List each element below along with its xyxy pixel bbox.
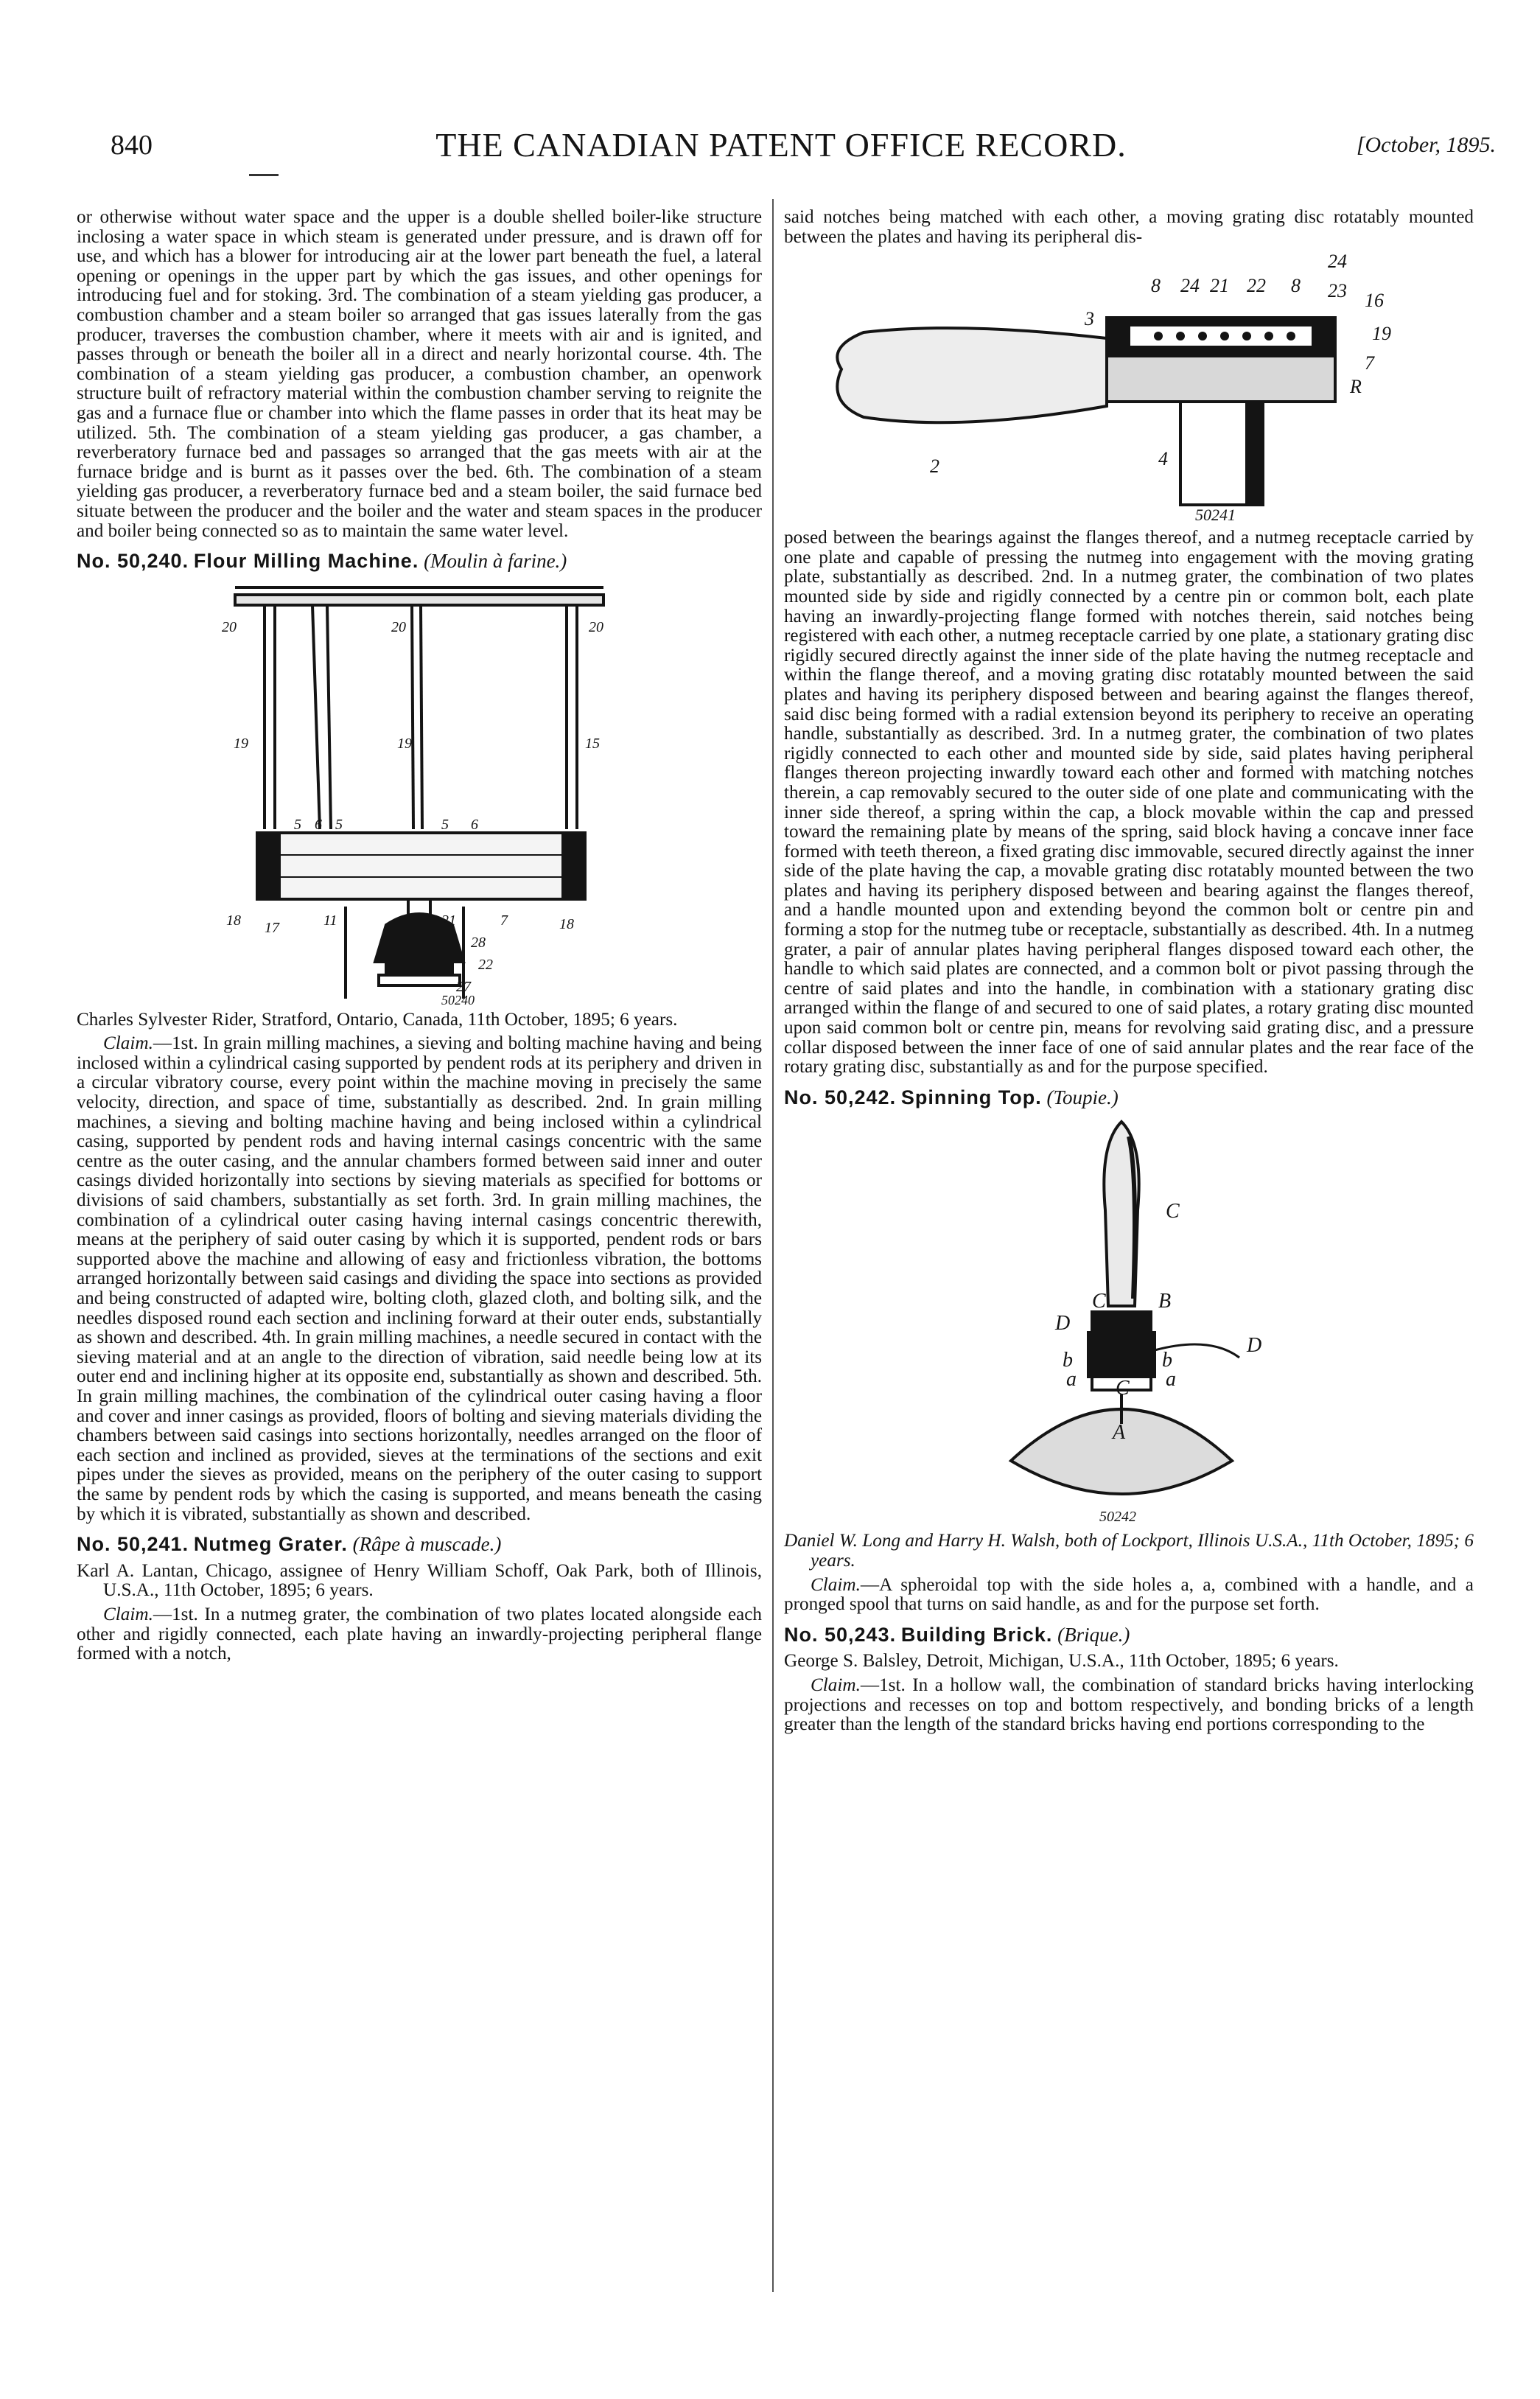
issue-date: [October, 1895.: [1356, 133, 1496, 157]
figure-caption: 50241: [1195, 506, 1236, 525]
claim-label: Claim.: [811, 1574, 861, 1595]
fig-label: D: [1055, 1312, 1071, 1335]
fig-label: 17: [265, 919, 279, 936]
fig-label: 8: [1151, 275, 1161, 297]
patent-heading-50243: [784, 1625, 1474, 1645]
claim-text: —A spheroidal top with the side holes a, a, combined with a handle, and a pronged spool that turns on said handle, as and for the purpose set forth.: [784, 1574, 1474, 1615]
fig-label: 5: [441, 816, 449, 833]
patent-title: Building Brick.: [900, 1623, 1053, 1646]
fig-label: 20: [391, 618, 406, 635]
fig-label: 27: [456, 978, 471, 995]
fig-label: 21: [1210, 275, 1229, 297]
claim-label: Claim.: [103, 1604, 153, 1624]
patent-heading-50242: [784, 1088, 1474, 1108]
fig-label: C: [1092, 1290, 1106, 1313]
fig-label: 19: [234, 735, 248, 752]
continued-claim-text: said notches being matched with each other, a moving grating disc rotatably mounted between the plates and having its peripheral dis-: [784, 207, 1474, 247]
fig-label: a: [1166, 1368, 1176, 1391]
patent-french-title: (Moulin à farine.): [424, 550, 567, 573]
patent-claim: [77, 1605, 762, 1664]
fig-label: 5: [335, 816, 343, 833]
fig-label: R: [1350, 376, 1362, 398]
byline-text: Daniel W. Long and Harry H. Walsh, both of Lockport, Illinois U.S.A., 11th October, 1895; 6 years.: [784, 1531, 1474, 1571]
patent-claim: [784, 1676, 1474, 1735]
fig-label: 28: [471, 934, 486, 951]
patent-number: No. 50,240.: [77, 550, 189, 573]
figure-caption: 50242: [1099, 1509, 1136, 1526]
patent-french-title: (Toupie.): [1046, 1086, 1119, 1108]
intro-paragraph: or otherwise without water space and the upper is a double shelled boiler-like structure inclosing a water space in which steam is generated under pressure, and is drawn off for use, and which has a blower for introducing air at the lower part beneath the fuel, a lateral opening or openings in the upper part by which the gas issues, and other openings for introducing fuel and for stoking. 3rd. The combination of a steam yielding gas producer, a combustion chamber and a steam boiler so arranged that gas issues laterally from the gas producer, traverses the combustion chamber, where it meets with air and is ignited, and passes through or beneath the boiler all in a direct and nearly horizontal course. 4th. The combination of a steam yielding gas producer, a combustion chamber, an openwork structure built of refractory material within the combustion chamber serving to reignite the gas and a furnace flue or chamber into which the flame passes in order that its heat may be utilized. 5th. The combination of a steam yielding gas producer, a gas chamber, a reverberatory furnace bed and passages so arranged that the gas meets with air at the furnace bridge and is burnt as it passes over the bed. 6th. The combination of a steam yielding gas producer, a reverberatory furnace bed and a steam boiler, the said furnace bed situate between the producer and the boiler and the water and steam spaces in the producer and boiler being connected so as to maintain the same water level.: [77, 207, 762, 541]
patent-claim: [77, 1034, 762, 1524]
fig-label: 24: [1180, 275, 1200, 297]
patent-heading-50241: [77, 1534, 762, 1554]
claim-text: —1st. In a nutmeg grater, the combination of two plates located alongside each other and rigidly connected, each plate having an inwardly-projecting peripheral flange formed with a notch,: [77, 1604, 762, 1664]
fig-label: C: [1116, 1377, 1130, 1400]
claim-label: Claim.: [103, 1033, 153, 1054]
patent-byline: Karl A. Lantan, Chicago, assignee of Henry William Schoff, Oak Park, both of Illinois, U.S.A., 11th October, 1895; 6 years.: [77, 1560, 762, 1601]
nutmeg-grater-figure: [812, 251, 1446, 524]
continued-claim-body: posed between the bearings against the flanges thereof, and a nutmeg receptacle carried by one plate and capable of pressing the nutmeg into engagement with the moving grating plate, substantially as described. 2nd. In a nutmeg grater, the combination of two plates mounted side by side and rigidly connected by a centre pin or common bolt, each plate having an inwardly-projecting flange formed with notches therein, said notches being registered with each other, a nutmeg receptacle carried by one plate, a stationary grating disc rigidly secured directly against the inner side of the plate having the nutmeg receptacle and within the flange thereof, and a moving grating disc rotatably mounted between the said plates and having its periphery disposed between and bearing against the flanges thereof, said disc being formed with a radial extension beyond its periphery to receive an operating handle, substantially as described. 3rd. In a nutmeg grater, the combination of two plates rigidly connected to each other and mounted side by side, said plates having peripheral flanges thereon projecting inwardly toward each other and formed with matching notches therein, a cap removably secured to the outer side of one plate and communicating with the inner side thereof, a spring within the cap, a block movable within the cap and pressed toward the remaining plate by means of the spring, said block having a concave inner face formed with teeth thereon, a fixed grating disc immovable, secured directly against the inner side of the plate having the cap, a movable grating disc rotatably mounted between the two plates and having its periphery disposed between and bearing against the flanges thereof, and a handle mounted upon and extending beyond the common bolt or centre pin and forming a stop for the nutmeg tube or receptacle, substantially as described. 4th. In a nutmeg grater, a pair of annular plates having peripheral flanges disposed toward each other, the handle to which said plates are connected, and a common bolt or pivot passing through the centre of said plates and into the handle, in combination with a stationary grating disc arranged within the flange of and secured to one of said plates, a rotary grating disc mounted upon said common bolt or centre pin, means for revolving said grating disc, and a pressure collar disposed between the inner face of one of said annular plates and the rear face of the rotary grating disc, substantially as and for the purpose specified.: [784, 528, 1474, 1078]
fig-label: 24: [1328, 251, 1347, 273]
fig-label: 5: [294, 816, 301, 833]
patent-byline: Charles Sylvester Rider, Stratford, Ontario, Canada, 11th October, 1895; 6 years.: [77, 1009, 678, 1030]
fig-label: 7: [1365, 352, 1374, 374]
patent-number: No. 50,242.: [784, 1086, 897, 1108]
patent-heading-50240: [77, 551, 762, 571]
fig-label: 23: [1328, 280, 1347, 302]
fig-label: 4: [1158, 448, 1168, 470]
patent-french-title: (Brique.): [1057, 1623, 1130, 1646]
fig-label: 2: [930, 455, 939, 478]
patent-title: Spinning Top.: [900, 1086, 1042, 1108]
fig-label: 18: [226, 912, 241, 929]
claim-text: —1st. In grain milling machines, a sieving and bolting machine having and being inclosed within a cylindrical casing supported by pendent rods at its periphery and driven in a circular vibratory course, every point within the machine moving in precisely the same velocity, direction, and space of time, substantially as described. 2nd. In grain milling machines, a sieving and bolting machine having and being inclosed within a cylindrical casing, supported by pendent rods and having internal casings concentric with the same centre as the outer casing, and the annular chambers formed between said inner and outer casings divided horizontally into sections by sieving materials as specified for bottoms or divisions of said chambers, substantially as set forth. 3rd. In grain milling machines, the combination of a cylindrical outer casing having internal casings concentric therewith, means at the periphery of said outer casing by which it is supported, pendent rods or bars supported above the machine and allowing of easy and frictionless vibration, the bottoms arranged horizontally between said casings and dividing the space into sections as provided and being constructed of adapted wire, bolting cloth, glazed cloth, and bolting silk, and the needles disposed round each section and inclining forward at their outer ends, substantially as shown and described. 4th. In grain milling machines, a needle secured in contact with the sieving material and at an angle to the direction of vibration, said needle being low at its outer end and inclining higher at its opposite end, substantially as shown and described. 5th. In grain milling machines, the combination of the cylindrical outer casing having a floor and cover and inner casings as provided, floors of bolting and sieving materials dividing the chambers between said casings into sections horizontally, needles arranged on the floor of each section and inclined as provided, sieves at the terminations of the sections and exit pipes under the sieves as provided, means on the periphery of the outer casing to support the same by pendent rods by which the casing is supported, and means beneath the casing by which it is vibrated, substantially as shown and described.: [77, 1033, 762, 1524]
fig-label: 22: [1247, 275, 1266, 297]
fig-label: 7: [500, 912, 508, 929]
spinning-top-figure: [945, 1114, 1313, 1527]
fig-label: 3: [1085, 308, 1094, 330]
patent-title: Nutmeg Grater.: [193, 1533, 348, 1556]
page-number: 840: [111, 130, 153, 161]
fig-label: 19: [1372, 323, 1391, 345]
fig-label: 20: [589, 618, 603, 635]
patent-title: Flour Milling Machine.: [193, 550, 419, 573]
fig-label: 16: [1365, 290, 1384, 312]
fig-label: a: [1066, 1368, 1077, 1391]
fig-label: 18: [559, 915, 574, 932]
header-rule: [249, 174, 279, 176]
fig-label: 11: [323, 912, 337, 929]
claim-text: —1st. In a hollow wall, the combination of standard bricks having interlocking projections and recesses on top and bottom respectively, and bonding bricks of a length greater than the length of the standard bricks having end portions corresponding to the: [784, 1675, 1474, 1735]
fig-label: 21: [441, 912, 456, 929]
patent-claim: [784, 1576, 1474, 1615]
fig-label: 6: [471, 816, 478, 833]
patent-french-title: (Râpe à muscade.): [352, 1533, 502, 1556]
patent-byline: George S. Balsley, Detroit, Michigan, U.S.A., 11th October, 1895; 6 years.: [784, 1651, 1339, 1672]
patent-byline: [784, 1532, 1474, 1571]
fig-label: 22: [478, 956, 493, 973]
fig-label: 19: [397, 735, 412, 752]
fig-label: b: [1063, 1349, 1073, 1372]
fig-label: B: [1158, 1290, 1172, 1313]
right-column: [784, 208, 1474, 1738]
fig-label: b: [1162, 1349, 1172, 1372]
claim-label: Claim.: [811, 1675, 861, 1695]
column-divider: [772, 199, 774, 2292]
fig-label: 8: [1291, 275, 1301, 297]
fig-label: 6: [315, 816, 322, 833]
page-title: THE CANADIAN PATENT OFFICE RECORD.: [435, 126, 1127, 164]
flour-milling-machine-figure: [220, 579, 618, 1006]
fig-label: 20: [222, 618, 237, 635]
fig-label: 15: [585, 735, 600, 752]
figure-caption: 50240: [441, 992, 475, 1006]
fig-label: A: [1113, 1421, 1126, 1445]
left-column: [77, 208, 762, 1667]
fig-label: D: [1247, 1334, 1262, 1358]
fig-label: C: [1166, 1200, 1180, 1223]
patent-number: No. 50,243.: [784, 1623, 897, 1646]
patent-number: No. 50,241.: [77, 1533, 189, 1556]
